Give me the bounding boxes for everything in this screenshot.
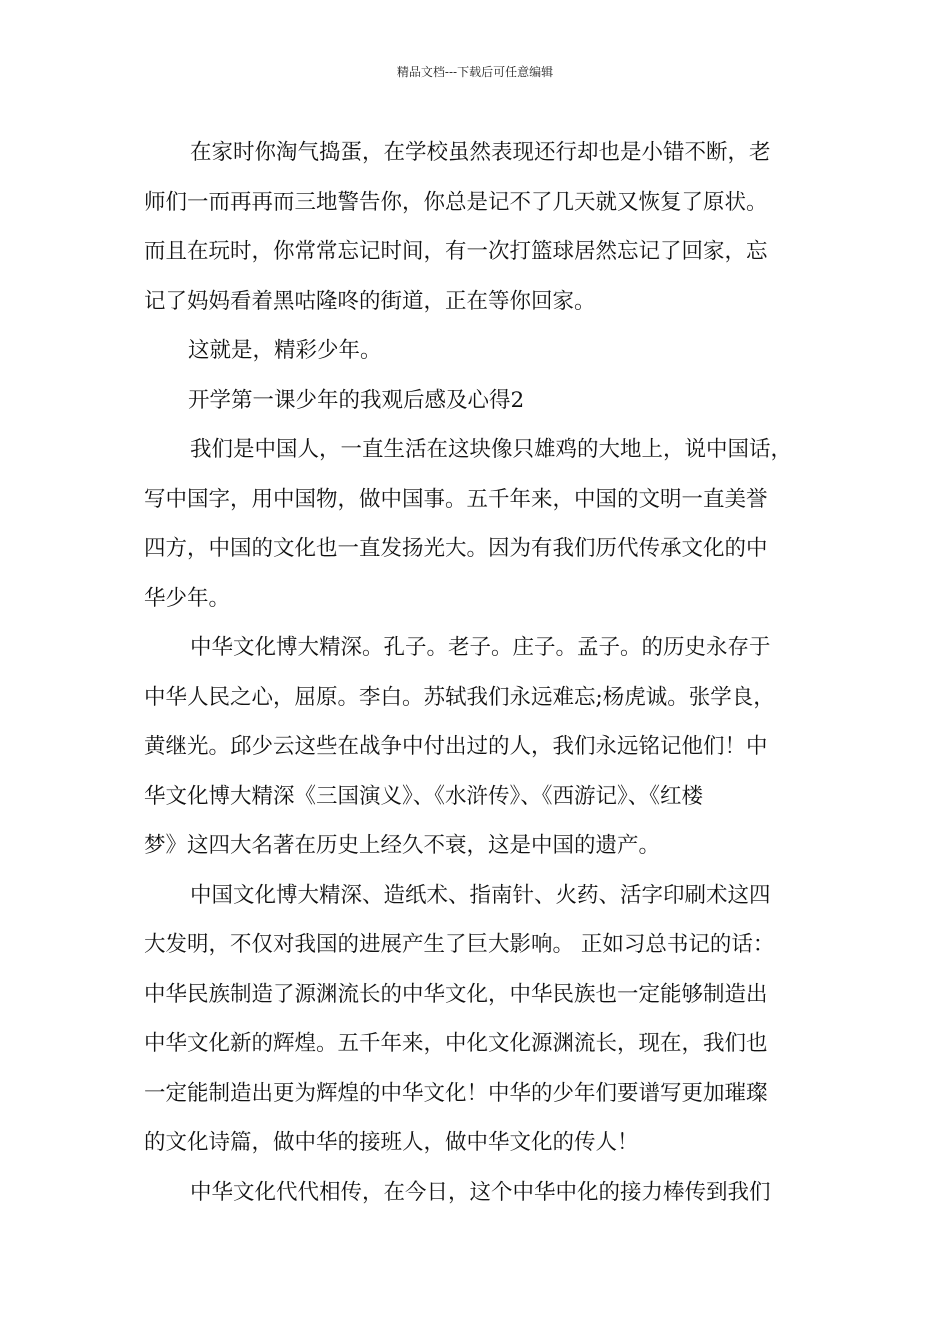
text-line: 中华人民之心，屈原。李白。苏轼我们永远难忘;杨虎诚。张学良，	[144, 684, 775, 710]
text-line: 华文化博大精深《三国演义》、《水浒传》、《西游记》、《红楼	[144, 783, 704, 809]
text-line: 华少年。	[144, 585, 231, 611]
text-line: 而且在玩时，你常常忘记时间，有一次打篮球居然忘记了回家，忘	[144, 239, 768, 264]
text-line: 大发明，不仅对我国的进展产生了巨大影响。 正如习总书记的话：	[144, 932, 775, 957]
document-body	[144, 128, 820, 1217]
text-line: 这就是，精彩少年。	[188, 338, 382, 363]
text-line: 黄继光。邱少云这些在战争中付出过的人，我们永远铭记他们！中	[144, 734, 768, 759]
text-line: 中国文化博大精深、造纸术、指南针、火药、活字印刷术这四	[190, 882, 771, 908]
text-line: 中华文化新的辉煌。五千年来，中化文化源渊流长，现在，我们也	[144, 1031, 768, 1056]
text-line: 一定能制造出更为辉煌的中华文化！中华的少年们要谱写更加璀璨	[144, 1080, 768, 1106]
text-line: 四方，中国的文化也一直发扬光大。因为有我们历代传承文化的中	[144, 536, 768, 561]
text-line: 中华文化代代相传，在今日，这个中华中化的接力棒传到我们	[190, 1179, 771, 1205]
section-heading: 开学第一课少年的我观后感及心得2	[188, 387, 525, 413]
text-line: 师们一而再再而三地警告你，你总是记不了几天就又恢复了原状。	[144, 189, 768, 215]
text-line: 写中国字，用中国物，做中国事。五千年来，中国的文明一直美誉	[144, 486, 768, 512]
text-line: 梦》这四大名著在历史上经久不衰，这是中国的遗产。	[144, 833, 661, 858]
text-line: 我们是中国人，一直生活在这块像只雄鸡的大地上，说中国话，	[190, 437, 793, 462]
text-line: 的文化诗篇，做中华的接班人，做中华文化的传人！	[144, 1130, 639, 1155]
text-line: 中华文化博大精深。孔子。老子。庄子。孟子。的历史永存于	[190, 635, 771, 660]
text-line: 中华民族制造了源渊流长的中华文化，中华民族也一定能够制造出	[144, 981, 768, 1007]
page-header: 精品文档---下载后可任意编辑	[396, 65, 554, 79]
text-line: 在家时你淘气捣蛋，在学校虽然表现还行却也是小错不断，老	[190, 140, 771, 165]
text-line: 记了妈妈看着黑咕隆咚的街道，正在等你回家。	[144, 288, 596, 314]
